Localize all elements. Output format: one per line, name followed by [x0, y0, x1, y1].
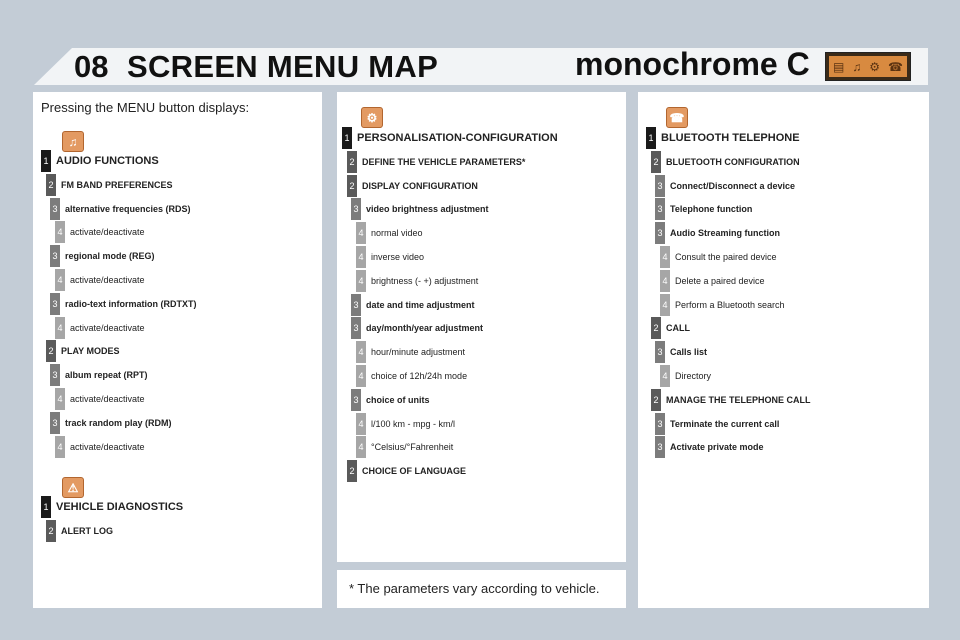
level-badge: 3 [655, 198, 665, 220]
menu-item-label: Activate private mode [670, 442, 764, 452]
level-badge: 3 [655, 341, 665, 363]
audio-menu-item [55, 318, 145, 338]
level-badge: 4 [660, 246, 670, 268]
audio-menu-item [50, 365, 148, 385]
level-badge: 3 [351, 198, 361, 220]
level-badge: 2 [347, 460, 357, 482]
bluetooth-menu-item [646, 128, 800, 148]
level-badge: 4 [55, 436, 65, 458]
level-badge: 4 [660, 270, 670, 292]
level-badge: 3 [351, 294, 361, 316]
level-badge: 2 [651, 317, 661, 339]
level-badge: 4 [356, 436, 366, 458]
menu-item-label: day/month/year adjustment [366, 323, 484, 333]
bluetooth-menu-item [660, 295, 785, 315]
audio-menu-item [50, 199, 191, 219]
menu-item-label: l/100 km - mpg - km/l [371, 419, 456, 429]
level-badge: 1 [41, 496, 51, 518]
vehicle-diagnostics-icon: ⚠ [62, 477, 84, 498]
page-subtitle: monochrome C [575, 46, 810, 82]
personalisation-menu-item [356, 223, 423, 243]
level-badge: 4 [55, 221, 65, 243]
level-badge: 4 [55, 388, 65, 410]
menu-item-label: VEHICLE DIAGNOSTICS [56, 501, 184, 513]
level-badge: 3 [50, 293, 60, 315]
bluetooth-menu-item [651, 318, 690, 338]
bluetooth-menu-item [660, 247, 777, 267]
level-badge: 4 [356, 222, 366, 244]
footnote: * The parameters vary according to vehicle. [349, 581, 600, 596]
menu-item-label: °Celsius/°Fahrenheit [371, 442, 454, 452]
level-badge: 1 [646, 127, 656, 149]
menu-item-label: Perform a Bluetooth search [675, 300, 785, 310]
bluetooth-menu-item [655, 176, 795, 196]
level-badge: 2 [347, 175, 357, 197]
diagnostics-menu-item [46, 521, 113, 541]
level-badge: 2 [651, 151, 661, 173]
level-badge: 3 [655, 436, 665, 458]
level-badge: 4 [660, 365, 670, 387]
menu-item-label: track random play (RDM) [65, 418, 172, 428]
menu-item-label: DEFINE THE VEHICLE PARAMETERS* [362, 157, 526, 167]
menu-item-label: activate/deactivate [70, 227, 145, 237]
menu-item-label: activate/deactivate [70, 275, 145, 285]
bluetooth-menu-item [660, 366, 711, 386]
level-badge: 2 [46, 340, 56, 362]
level-badge: 2 [46, 174, 56, 196]
menu-item-label: CHOICE OF LANGUAGE [362, 466, 467, 476]
personalisation-menu-item [347, 461, 466, 481]
menu-item-label: FM BAND PREFERENCES [61, 180, 173, 190]
level-badge: 3 [50, 412, 60, 434]
level-badge: 1 [41, 150, 51, 172]
level-badge: 2 [651, 389, 661, 411]
audio-menu-item [55, 222, 145, 242]
level-badge: 3 [50, 364, 60, 386]
menu-item-label: choice of 12h/24h mode [371, 371, 468, 381]
audio-menu-item [50, 413, 172, 433]
intro-text: Pressing the MENU button displays: [41, 100, 250, 115]
menu-item-label: CALL [666, 323, 690, 333]
menu-item-label: activate/deactivate [70, 442, 145, 452]
menu-item-label: activate/deactivate [70, 394, 145, 404]
personalisation-menu-item [351, 318, 483, 338]
audio-menu-item [41, 151, 159, 171]
menu-item-label: hour/minute adjustment [371, 347, 466, 357]
menu-item-label: Audio Streaming function [670, 228, 780, 238]
menu-item-label: date and time adjustment [366, 300, 475, 310]
bluetooth-menu-item [655, 414, 779, 434]
level-badge: 1 [342, 127, 352, 149]
menu-item-label: Connect/Disconnect a device [670, 181, 796, 191]
menu-item-label: BLUETOOTH TELEPHONE [661, 132, 800, 144]
personalisation-menu-item [356, 414, 455, 434]
personalisation-menu-item [347, 176, 478, 196]
level-badge: 4 [55, 269, 65, 291]
level-badge: 3 [655, 413, 665, 435]
personalisation-icon: ⚙ [361, 107, 383, 128]
level-badge: 4 [660, 294, 670, 316]
personalisation-menu-item [356, 437, 453, 457]
level-badge: 3 [351, 317, 361, 339]
audio-menu-item [50, 294, 197, 314]
audio-menu-item [50, 246, 155, 266]
level-badge: 3 [50, 245, 60, 267]
menu-item-label: radio-text information (RDTXT) [65, 299, 197, 309]
bluetooth-menu-item [655, 342, 707, 362]
menu-item-label: BLUETOOTH CONFIGURATION [666, 157, 800, 167]
menu-item-label: Terminate the current call [670, 419, 780, 429]
diagnostics-menu-item [41, 497, 183, 517]
menu-item-label: Delete a paired device [675, 276, 765, 286]
menu-item-label: ALERT LOG [61, 526, 113, 536]
menu-item-label: brightness (- +) adjustment [371, 276, 479, 286]
monochrome-display-icon: ▤ ♫ ⚙ ☎ [825, 52, 911, 81]
level-badge: 3 [655, 222, 665, 244]
audio-menu-item [55, 270, 145, 290]
audio-menu-item [46, 341, 120, 361]
bluetooth-menu-item [655, 437, 764, 457]
audio-icon: ♫ [62, 131, 84, 152]
menu-item-label: choice of units [366, 395, 430, 405]
level-badge: 3 [50, 198, 60, 220]
menu-item-label: video brightness adjustment [366, 204, 489, 214]
bluetooth-menu-item [655, 199, 752, 219]
personalisation-menu-item [351, 199, 489, 219]
menu-item-label: Calls list [670, 347, 708, 357]
level-badge: 4 [356, 341, 366, 363]
level-badge: 3 [351, 389, 361, 411]
level-badge: 4 [356, 246, 366, 268]
personalisation-menu-item [351, 390, 430, 410]
personalisation-menu-item [356, 366, 467, 386]
menu-item-label: AUDIO FUNCTIONS [56, 155, 159, 167]
level-badge: 4 [356, 270, 366, 292]
level-badge: 3 [655, 175, 665, 197]
personalisation-menu-item [342, 128, 558, 148]
menu-item-label: Directory [675, 371, 712, 381]
level-badge: 4 [356, 365, 366, 387]
audio-menu-item [55, 437, 145, 457]
bluetooth-menu-item [660, 271, 765, 291]
level-badge: 2 [46, 520, 56, 542]
personalisation-menu-item [356, 247, 424, 267]
level-badge: 2 [347, 151, 357, 173]
bluetooth-menu-item [651, 390, 811, 410]
menu-item-label: PERSONALISATION-CONFIGURATION [357, 132, 558, 144]
menu-item-label: MANAGE THE TELEPHONE CALL [666, 395, 811, 405]
menu-item-label: inverse video [371, 252, 425, 262]
menu-item-label: alternative frequencies (RDS) [65, 204, 191, 214]
level-badge: 4 [55, 317, 65, 339]
chapter-number: 08 [74, 49, 109, 84]
menu-item-label: Telephone function [670, 204, 753, 214]
personalisation-menu-item [347, 152, 525, 172]
menu-item-label: DISPLAY CONFIGURATION [362, 181, 478, 191]
menu-item-label: PLAY MODES [61, 346, 120, 356]
personalisation-menu-item [356, 271, 478, 291]
audio-menu-item [55, 389, 145, 409]
bluetooth-phone-icon: ☎ [666, 107, 688, 128]
bluetooth-menu-item [651, 152, 800, 172]
menu-item-label: activate/deactivate [70, 323, 145, 333]
menu-item-label: Consult the paired device [675, 252, 777, 262]
menu-item-label: album repeat (RPT) [65, 370, 148, 380]
page-title: SCREEN MENU MAP [127, 49, 439, 84]
personalisation-menu-item [356, 342, 465, 362]
menu-item-label: regional mode (REG) [65, 251, 155, 261]
level-badge: 4 [356, 413, 366, 435]
audio-menu-item [46, 175, 173, 195]
personalisation-menu-item [351, 295, 475, 315]
bluetooth-menu-item [655, 223, 780, 243]
menu-item-label: normal video [371, 228, 423, 238]
